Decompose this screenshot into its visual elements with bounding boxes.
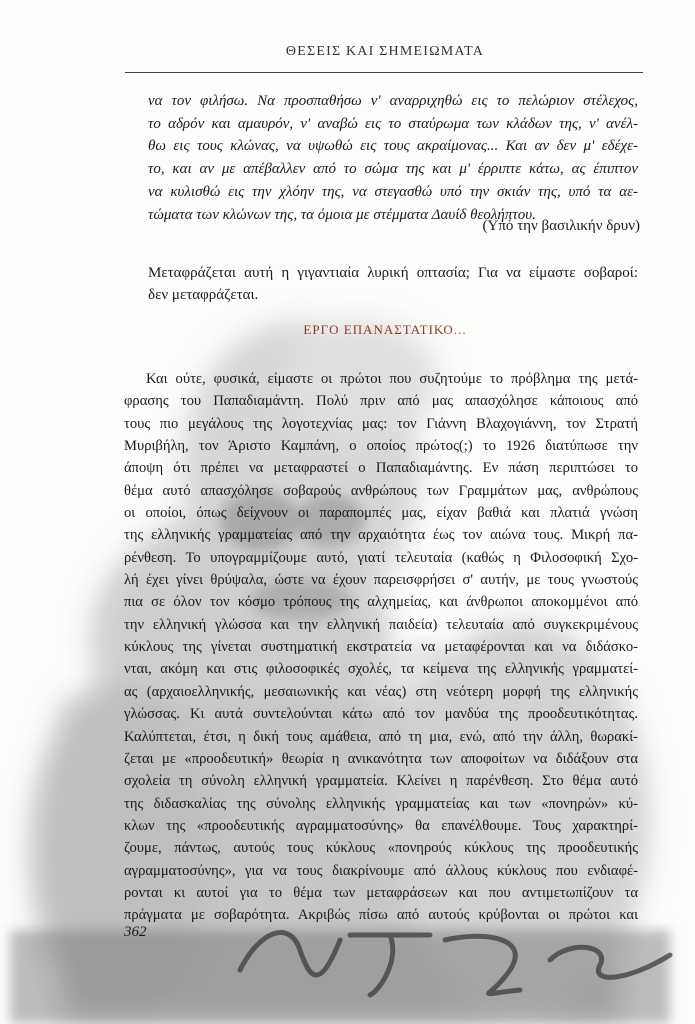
text-line: ρένθεση. Το υπογραμμίζουμε αυτό, γιατί τελευταία (καθώς η Φιλοσοφική Σχο- [124, 549, 638, 566]
page-number: 362 [124, 924, 147, 940]
text-line: αγραμματοσύνης», για να τους διακρίνουμε από άλλους κύκλους που ενδιαφέ- [124, 862, 638, 879]
text-line: την ελληνική γλώσσα και την ελληνική παιδεία) τελευταία από συγκεκριμένους [124, 616, 638, 633]
quote-line: το αδρόν και αμαυρόν, ν' αναβώ εις το σταύρωμα των κλάδων της, ν' ανέλ- [148, 115, 638, 132]
quote-line: να κυλισθώ εις την χλόην της, να στεγασθώ υπό την σκιάν της, υπό τα αε- [148, 183, 638, 200]
text-line: Και ούτε, φυσικά, είμαστε οι πρώτοι που συζητούμε το πρόβλημα της μετά- [146, 371, 638, 387]
intro-paragraph [148, 262, 638, 306]
text-line: της ελληνικής γραμματείας από την αρχαιότητα έως τον αιώνα τους. Μικρή πα- [124, 527, 638, 544]
text-line: πράγματα με σοβαρότητα. Ακριβώς πίσω από αυτούς κρύβονται οι πρώτοι και [124, 907, 638, 924]
quote-line: το, και αν με απέβαλλεν από το σώμα της και μ' έρριπτε κάτω, ας έπιπτον [148, 161, 638, 178]
text-line: Μεταφράζεται αυτή η γιγαντιαία λυρική οπτασία; Για να είμαστε σοβαροί: [148, 265, 638, 281]
text-line: ζουμε, πάντως, αυτούς τους κύκλους «πονηρούς κύκλους της προοδευτικής [124, 840, 638, 857]
text-line: θέμα αυτό απασχόλησε σοβαρούς ανθρώπους των Γραμμάτων μας, ανθρώπους [124, 482, 638, 499]
text-line: άποψη ότι πρέπει να μεταφραστεί ο Παπαδιαμάντης. Εν πάση περιπτώσει το [124, 460, 638, 477]
header-divider [125, 72, 643, 73]
quote-attribution: (Υπό την βασιλικήν δρυν) [482, 218, 640, 234]
text-line: φρασης του Παπαδιαμάντη. Πολύ πριν από μας απασχόλησε κάποιους από [124, 393, 638, 410]
text-line: πια σε όλον τον κόσμο τρόπους της αλχημείας, και άνθρωποι αποκομμένοι από [124, 594, 638, 611]
text-line: Μυριβήλη, τον Άριστο Καμπάνη, ο οποίος πρώτος(;) το 1926 διατύπωσε την [124, 438, 638, 455]
text-line: λή έχει γίνει θρύψαλα, ώστε να έχουν παρεισφρήσει σ' αυτήν, με τους γνωστούς [124, 572, 638, 589]
text-line: ρονται κι αυτοί για το θέμα των μεταφράσεων και που αντιμετωπίζουν τα [124, 884, 638, 901]
text-line: ζεται με «προοδευτική» θεωρία η ανικανότητα των αποφοίτων να διδάξουν στα [124, 750, 638, 767]
quote-line: θω εις τους κλώνας, να υψωθώ εις τους ακραίμονας... Και αν δεν μ' εδέχε- [148, 138, 638, 155]
text-line: κύκλους της γίνεται συστηματική εκστρατεία να μεταφέρονται και να διδάσκο- [124, 639, 638, 656]
section-heading: ΕΡΓΟ ΕΠΑΝΑΣΤΑΤΙΚΟ... [303, 322, 467, 337]
running-header: ΘΕΣΕΙΣ ΚΑΙ ΣΗΜΕΙΩΜΑΤΑ [285, 44, 485, 59]
text-line: γλώσσας. Κι αυτά συντελούνται κάτω από τον μανδύα της προοδευτικότητας. [124, 706, 638, 723]
text-line: νται, ακόμη και στις φιλοσοφικές σχολές, τα κείμενα της ελληνικής γραμματεί- [124, 661, 638, 678]
text-line: της διδασκαλίας της σύνολης ελληνικής γραμματείας και των «πονηρών» κύ- [124, 795, 638, 812]
quote-line: να τον φιλήσω. Να προσπαθήσω ν' αναρριχηθώ εις το πελώριον στέλεχος, [148, 93, 638, 109]
text-line: τους πιο μεγάλους της λογοτεχνίας μας: τον Γιάννη Βλαχογιάννη, τον Στρατή [124, 415, 638, 432]
text-line: ας (αρχαιοελληνικής, μεσαιωνικής και νέας) στη νεότερη μορφή της ελληνικής [124, 683, 638, 700]
text-line: δεν μεταφράζεται. [148, 287, 259, 303]
body-paragraph [124, 368, 638, 927]
quote-line: τώματα των κλώνων της, τα όμοια με στέμματα Δαυίδ θεολήπτου. [148, 206, 536, 223]
text-line: οι οποίοι, όπως δείχνουν οι παραπομπές μας, είχαν βαθιά και πλατιά γνώση [124, 505, 638, 522]
quoted-passage [148, 90, 638, 226]
text-line: σχολεία τη σύνολη ελληνική γραμματεία. Κλείνει η παρένθεση. Στο θέμα αυτό [124, 773, 638, 790]
text-line: κλων της «προοδευτικής αγραμματοσύνης» θα επανέλθουμε. Τους χαρακτηρί- [124, 817, 638, 834]
text-line: Καλύπτεται, έτσι, η δική τους αμάθεια, από τη μια, ενώ, από την άλλη, θωρακί- [124, 728, 638, 745]
